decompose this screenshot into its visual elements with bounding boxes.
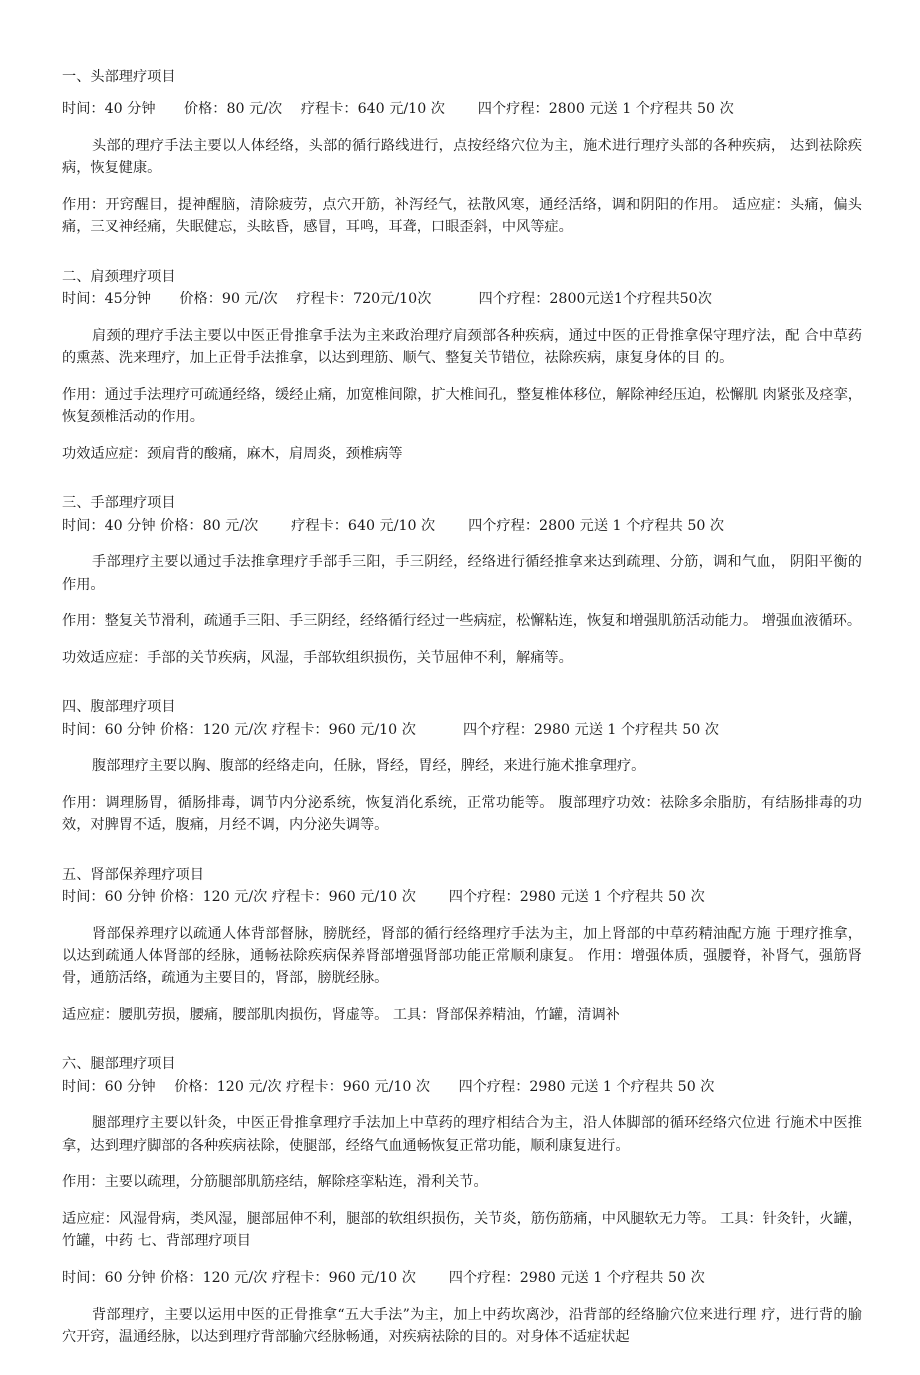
- section-indication: 功效适应症：手部的关节疾病，风湿，手部软组织损伤，关节屈伸不利，解痛等。: [62, 649, 573, 666]
- section-hand: [62, 492, 862, 669]
- section-description: 肩颈的理疗手法主要以中医正骨推拿手法为主来政治理疗肩颈部各种疾病，通过中医的正骨推拿保守理疗法，配 合中草药的熏蒸、洗来理疗，加上正骨手法推拿，以达到理筋、顺气、整复关节错位，祛除疾病，康复身体的目 的。: [62, 327, 862, 367]
- section-description: 腿部理疗主要以针灸，中医正骨推拿理疗手法加上中草药的理疗相结合为主，沿人体脚部的循环经络穴位进 行施术中医推拿，达到理疗脚部的各种疾病祛除，使腿部，经络气血通畅恢复正常功能，顺利康复进行。: [62, 1115, 862, 1154]
- section-indication: 适应症：风湿骨病，类风湿，腿部屈伸不利，腿部的软组织损伤，关节炎，筋伤筋痛，中风腿软无力等。 工具：针灸针，火罐，竹罐，中药 七、背部理疗项目: [62, 1211, 862, 1250]
- section-neck: [62, 266, 862, 465]
- section-head: [62, 66, 862, 239]
- section-effect: 作用：整复关节滑利，疏通手三阳、手三阴经，经络循行经过一些病症，松懈粘连，恢复和增强肌筋活动能力。 增强血液循环。: [62, 613, 862, 630]
- section-description: 头部的理疗手法主要以人体经络，头部的循行路线进行，点按经络穴位为主，施术进行理疗头部的各种疾病， 达到祛除疾病，恢复健康。: [62, 138, 862, 177]
- section-meta: 时间：40 分钟 价格：80 元/次 疗程卡：640 元/10 次 四个疗程：2800 元送 1 个疗程共 50 次: [62, 101, 734, 118]
- section-description: 腹部理疗主要以胸、腹部的经络走向，任脉，肾经，胃经，脾经，来进行施术推拿理疗。: [92, 758, 646, 775]
- section-indication: 适应症：腰肌劳损，腰痛，腰部肌肉损伤，肾虚等。 工具：肾部保养精油，竹罐，清调补: [62, 1007, 620, 1024]
- section-title: 三、手部理疗项目: [62, 495, 176, 512]
- section-meta: 时间：45分钟 价格：90 元/次 疗程卡：720元/10次 四个疗程：2800元送1个疗程共50次: [62, 291, 712, 308]
- section-effect: 作用：主要以疏理，分筋腿部肌筋痉结，解除痉挛粘连，滑利关节。: [62, 1174, 488, 1191]
- section-title: 二、肩颈理疗项目: [62, 268, 176, 285]
- section-indication: 功效适应症：颈肩背的酸痛，麻木，肩周炎，颈椎病等: [62, 445, 403, 462]
- document: [62, 66, 862, 1375]
- section-effect: 作用：开窍醒目，提神醒脑，清除疲劳，点穴开筋，补泻经气，祛散风寒，通经活络，调和阴阳的作用。 适应症：头痛，偏头痛，三叉神经痛，失眠健忘，头眩昏，感冒，耳鸣，耳聋，口眼歪斜，中风等症。: [62, 197, 862, 236]
- section-description: 肾部保养理疗以疏通人体背部督脉，膀胱经，肾部的循行经络理疗手法为主，加上肾部的中草药精油配方施 于理疗推拿，以达到疏通人体肾部的经脉，通畅祛除疾病保养肾部增强肾部功能正常顺利康复。 作用：增强体质，强腰脊，补肾气，强筋肾骨，通筋活络，疏通为主要目的，肾部，膀胱经脉。: [62, 925, 862, 987]
- section-abdomen: [62, 696, 862, 836]
- section-leg: [62, 1053, 862, 1348]
- section-meta: 时间：60 分钟 价格：120 元/次 疗程卡：960 元/10 次 四个疗程：2980 元送 1 个疗程共 50 次: [62, 889, 705, 906]
- section-kidney: [62, 864, 862, 1027]
- section-back-description: 背部理疗，主要以运用中医的正骨推拿“五大手法”为主，加上中药坎离沙，沿背部的经络腧穴位来进行理 疗，进行背的腧穴开窍，温通经脉，以达到理疗背部腧穴经脉畅通，对疾病祛除的目的。对身体不适症状起: [62, 1306, 862, 1346]
- section-title: 一、头部理疗项目: [62, 69, 176, 85]
- section-back-meta: 时间：60 分钟 价格：120 元/次 疗程卡：960 元/10 次 四个疗程：2980 元送 1 个疗程共 50 次: [62, 1270, 705, 1287]
- section-meta: 时间：60 分钟 价格：120 元/次 疗程卡：960 元/10 次 四个疗程：2980 元送 1 个疗程共 50 次: [62, 721, 719, 738]
- section-meta: 时间：60 分钟 价格：120 元/次 疗程卡：960 元/10 次 四个疗程：2980 元送 1 个疗程共 50 次: [62, 1078, 715, 1095]
- section-meta: 时间：40 分钟 价格：80 元/次 疗程卡：640 元/10 次 四个疗程：2800 元送 1 个疗程共 50 次: [62, 517, 725, 534]
- section-description: 手部理疗主要以通过手法推拿理疗手部手三阳，手三阴经，经络进行循经推拿来达到疏理、分筋，调和气血， 阴阳平衡的作用。: [62, 554, 862, 593]
- section-title: 五、肾部保养理疗项目: [62, 866, 204, 883]
- section-effect: 作用：调理肠胃，循肠排毒，调节内分泌系统，恢复消化系统，正常功能等。 腹部理疗功效：祛除多余脂肪，有结肠排毒的功效，对脾胃不适，腹痛，月经不调，内分泌失调等。: [62, 794, 862, 834]
- section-effect: 作用：通过手法理疗可疏通经络，缓经止痛，加宽椎间隙，扩大椎间孔，整复椎体移位，解除神经压迫，松懈肌 肉紧张及痉挛，恢复颈椎活动的作用。: [62, 386, 862, 426]
- section-title: 四、腹部理疗项目: [62, 699, 176, 716]
- section-title: 六、腿部理疗项目: [62, 1056, 176, 1073]
